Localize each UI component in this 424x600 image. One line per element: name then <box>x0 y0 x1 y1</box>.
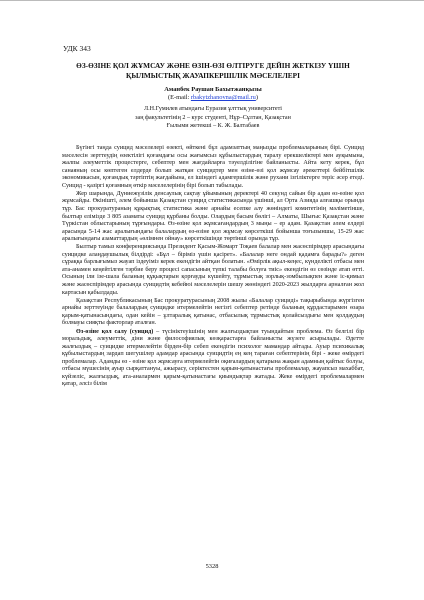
paragraph-5 <box>62 329 364 389</box>
suicide-term: Өз-өзіне қол салу (суицид) <box>76 328 154 335</box>
page-number: 5328 <box>205 563 219 570</box>
author-name: Аманбек Раушан Бахытжанқызы <box>164 86 262 93</box>
email-close: ) <box>255 94 259 101</box>
affiliation-block <box>60 105 366 131</box>
affiliation-university: Л.Н.Гумилев атындағы Еуразия ұлттық университеті <box>144 106 282 112</box>
paragraph-3: Былтыр тамыз конференциясында Президент Қасым-Жомарт Тоқаев балалар мен жасөспірімдер арасындағы суицидке алаңдаушылық білдірді: «Бұл – біріміз үшін қасірет». «Балалар неге ондай қадамға барады?» деген сұраққа барлығымыз жауап іздеуіміз керек екендігін айтқан болатын. «Өмірлік ақыл-кеңес, күнделікті отбасы мен ата-анамен кеңейтілген тәрбие беру процесі сапасының түпкі талабы болуға тиіс» екендігін өз сөзінде атап өтті. Осының іли ізе-шала баланың құқықтарын қорғауды күшейту, тұрмыстық зорлық-зомбылықпен және іс-қимыл және жасөспірімдер арасында суицидтің кебейюі мәселелерін шешу жөніндегі 2020-2023 жылдарға арналған жол картасын қабылдады. <box>62 244 364 296</box>
udk-code: УДК 343 <box>63 44 91 53</box>
author-email-line <box>60 94 366 102</box>
author-block <box>60 86 366 102</box>
affiliation-faculty: заң факультетінің 2 – курс студенті, Нұр–Сұлтан, Қазақстан <box>135 114 291 121</box>
affiliation-supervisor: Ғылыми жетекші – К. Ж. Балтабаев <box>166 123 260 130</box>
paragraph-1: Бүгінгі таңда суицид мәселелері өзекті, өйткені бұл адамзаттың маңызды проблемаларының бірі. Суицид мәселесін зерттеудің өзектілігі қоғамдағы осы жағымсыз құбылыстардың таралу ерекшеліктері мен ауқымына, жалпы әлеуметтік процестерге, себептер мен жағдайларға тәуелділігіне байланысты. Айта кету керек, бұл санаяның осы көптеген елдерде болып жатқан суицидтер мен өзіне-өзі қол жұмсау әрекеттері бейбітшілік экономикасын, қоғамдық тәртіптің жағдайына, ел ішіндегі адамгершілік және рухани ізгіліктерге теріс әсер етеді. Суицид - қазіргі қоғамның өткір мәселелерінің бірі болып табылады. <box>62 145 364 189</box>
page-top-border <box>0 0 424 1</box>
paragraph-5-text: – түсініктеуішінің мен жалғыздықтан туындайтын проблема. Өз белгілі бір моральдық, әлеуметтік, діни және философиялық көзқарастарға байланысты жүзеге асырылады. Әдетте жалғыздық – суицидке итермелейтін бірден-бір себеп екендігін психолог мамандар айтады. Ауыр психикалық құбылыстардың зардап шегушілер адамдар арасында суицидтің ең кең тараған себептерінің бірі - жеке өмірдегі проблемалар. Адамды өз - өзіне қол жұмсауға итермелейтін оқиғалардың қатарына жақын адамның қайтыс болуы, отбасы мүшесінің ауыр сырқаттануы, ажырасу, серіктестен қарым-қатынастағы проблемалар, жауапсыз махаббат, күйзеліс, жалғыздық, ата-аналармен қарым-қатынастағы қиындықтар жатады. Жеке өмірдегі проблемалармен қатар, әлсіз білім <box>62 328 365 388</box>
paragraph-2: Жер шарында, Дүниежүзілік денсаулық сақтау ұйымының деректері 40 секунд сайын бір адам өз-өзіне қол жұмсайды. Өкінішті, әлем бойынша Қазақстан суицид статистикасында үшінші, ал Орта Азияда алғашқы орында тұр. Бас прокуратураның құқықтық статистика және арнайы есепке алу жөніндегі комитетінің мәліметінше, былтыр елімізде 3 805 азаматы суицид құрбаны болды. Олардың басым бөлігі – Алматы, Шығыс Қазақстан және Түркістан облыстарының тұрғындары. Өз-өзіне қол жұмсағандардың 3 мыңы – ер адам. Қазақстан әлем елдері арасында 5-14 жас аралығындағы балалардың өз-өзіне қол жұмсау көрсеткіші бойынша тоғызыншы, 15-29 жас аралығындағы азаматтардың «өлімнен ойнау» көрсеткішінде төртінші орында тұр. <box>62 190 364 243</box>
article-body <box>62 145 364 389</box>
title-line-2: ҚЫЛМЫСТЫҚ ЖАУАПКЕРШІЛІК МӘСЕЛЕЛЕРІ <box>126 70 300 80</box>
paragraph-4: Қазақстан Республикасының Бас прокуратурасының 2008 жылы «Балалар суициді» тақырыбында жүргізген арнайы зерттеуінде балалардың суицидке итермелейтін негізгі себептер ретінде баланың құрдастарымен өзара қарым-қатынасындағы, одан кейін – ұлтаралық қатынас, отбасылық тұрмыстық қолайсыздығы мен қолдаудың болмауы сияқты факторлар аталған. <box>62 297 364 327</box>
article-title <box>60 61 366 80</box>
title-line-1: ӨЗ-ӨЗІНЕ ҚОЛ ЖҰМСАУ ЖӘНЕ ӨЗІН-ӨЗІ ӨЛТІРУГЕ ДЕЙІН ЖЕТКІЗУ ҮШІН <box>76 61 350 70</box>
author-email-link[interactable]: rbakytzhanovna@mail.ru <box>190 94 256 101</box>
email-label: (E-mail: <box>167 94 191 101</box>
